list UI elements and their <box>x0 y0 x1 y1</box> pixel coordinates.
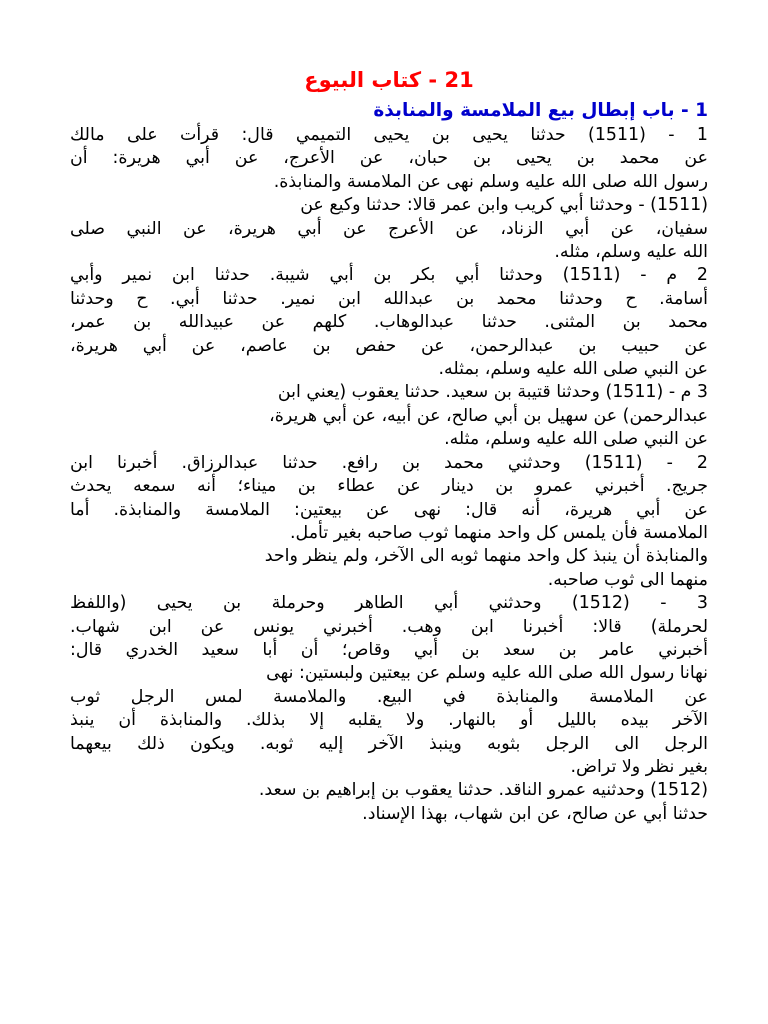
text-line: رسول الله صلى الله عليه وسلم نهى عن الملامسة والمنابذة. <box>273 171 708 192</box>
book-title: 21 - كتاب البيوع <box>304 68 474 92</box>
text-line: عن محمد بن يحيى بن حبان، عن الأعرج، عن أبي هريرة: أن <box>70 148 708 169</box>
text-line: منهما الى ثوب صاحبه. <box>547 569 708 590</box>
text-line: الملامسة فأن يلمس كل واحد منهما ثوب صاحبه بغير تأمل. <box>290 522 708 543</box>
text-line: حدثنا أبي عن صالح، عن ابن شهاب، بهذا الإسناد. <box>362 803 708 824</box>
text-line: عن أبي هريرة، أنه قال: نهى عن بيعتين: الملامسة والمنابذة. أما <box>70 499 708 520</box>
chapter-title: 1 - باب إبطال بيع الملامسة والمنابذة <box>373 100 708 121</box>
text-line: نهانا رسول الله صلى الله عليه وسلم عن بيعتين ولبستين: نهى <box>266 663 708 684</box>
text-line: (1512) وحدثنيه عمرو الناقد. حدثنا يعقوب بن إبراهيم بن سعد. <box>258 780 708 801</box>
text-line: الله عليه وسلم، مثله. <box>554 242 708 263</box>
text-line: جريج. أخبرني عمرو بن دينار عن عطاء بن ميناء؛ أنه سمعه يحدث <box>70 476 708 497</box>
text-line: 2 - (1511) وحدثني محمد بن رافع. حدثنا عبدالرزاق. أخبرنا ابن <box>70 452 708 473</box>
text-line: عن النبي صلى الله عليه وسلم، بمثله. <box>438 359 708 380</box>
text-line: أسامة. ح وحدثنا محمد بن عبدالله ابن نمير. حدثنا أبي. ح وحدثنا <box>70 288 708 309</box>
text-line: 1 - (1511) حدثنا يحيى بن يحيى التميمي قال: قرأت على مالك <box>70 125 708 145</box>
text-line: عن حبيب بن عبدالرحمن، عن حفص بن عاصم، عن أبي هريرة، <box>70 335 708 356</box>
text-line: الآخر بيده بالليل أو بالنهار. ولا يقلبه إلا بذلك. والمنابذة أن ينبذ <box>70 710 708 731</box>
text-line: 3 م - (1511) وحدثنا قتيبة بن سعيد. حدثنا يعقوب (يعني ابن <box>277 382 708 403</box>
hadith-text <box>70 124 708 826</box>
text-line: عن الملامسة والمنابذة في البيع. والملامسة لمس الرجل ثوب <box>70 686 708 707</box>
text-line: محمد بن المثنى. حدثنا عبدالوهاب. كلهم عن عبيدالله بن عمر، <box>70 312 708 333</box>
text-line: عبدالرحمن) عن سهيل بن أبي صالح، عن أبيه، عن أبي هريرة، <box>269 405 708 426</box>
text-line: والمنابذة أن ينبذ كل واحد منهما ثوبه الى الآخر، ولم ينظر واحد <box>264 546 708 567</box>
text-line: (1511) - وحدثنا أبي كريب وابن عمر قالا: حدثنا وكيع عن <box>300 195 708 216</box>
text-line: الرجل الى الرجل بثوبه وينبذ الآخر إليه ثوبه. ويكون ذلك بيعهما <box>70 733 708 754</box>
text-line: بغير نظر ولا تراض. <box>570 756 708 777</box>
document-page <box>70 62 708 826</box>
text-line: لحرملة) قالا: أخبرنا ابن وهب. أخبرني يونس عن ابن شهاب. <box>70 616 708 637</box>
text-line: أخبرني عامر بن سعد بن أبي وقاص؛ أن أبا سعيد الخدري قال: <box>70 639 708 660</box>
text-line: عن النبي صلى الله عليه وسلم، مثله. <box>444 429 708 450</box>
text-line: 2 م - (1511) وحدثنا أبي بكر بن أبي شيبة. حدثنا ابن نمير وأبي <box>70 265 708 286</box>
text-line: سفيان، عن أبي الزناد، عن الأعرج عن أبي هريرة، عن النبي صلى <box>70 218 708 239</box>
text-line: 3 - (1512) وحدثني أبي الطاهر وحرملة بن يحيى (واللفظ <box>70 593 708 614</box>
